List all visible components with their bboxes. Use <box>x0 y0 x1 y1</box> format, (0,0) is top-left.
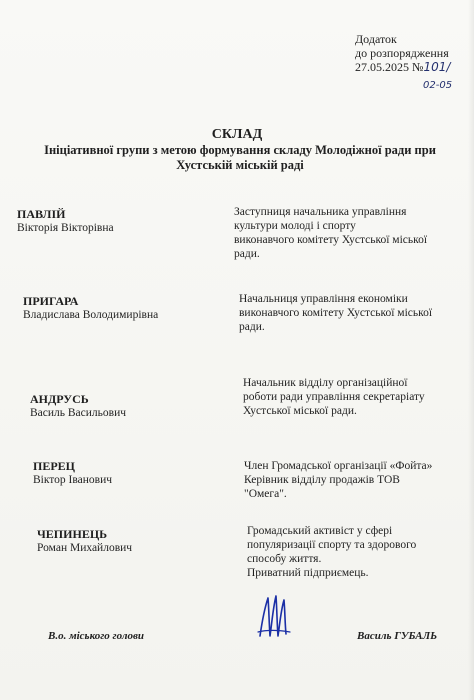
footer-signatory-name: Василь ГУБАЛЬ <box>357 630 438 642</box>
position-line: Громадський активіст у сфері <box>247 525 393 537</box>
member-position <box>234 205 464 261</box>
annex-line-2: до розпорядження <box>355 46 449 60</box>
member-surname: ПАВЛІЙ <box>17 207 66 221</box>
member-given-name: Василь Васильович <box>30 407 127 419</box>
position-line: популяризації спорту та здорового <box>247 539 417 551</box>
position-line: Заступниця начальника управління <box>234 206 407 218</box>
position-line: виконавчого комітету Хустської міської <box>234 234 428 246</box>
position-line: виконавчого комітету Хустської міської <box>239 307 433 319</box>
position-line: Член Громадської організації «Фойта» <box>244 460 433 472</box>
annex-line-1: Додаток <box>355 32 397 46</box>
member-name-block <box>37 527 132 555</box>
position-line: роботи ради управління секретаріату <box>243 391 425 403</box>
annex-date-line <box>355 60 470 74</box>
position-line: способу життя. <box>247 553 322 565</box>
member-name-block <box>30 392 126 420</box>
member-given-name: Владислава Володимирівна <box>23 309 159 321</box>
scan-edge-shadow <box>468 0 474 700</box>
member-surname: АНДРУСЬ <box>30 392 89 406</box>
position-line: Керівник відділу продажів ТОВ <box>244 474 400 486</box>
position-line: ради. <box>234 248 260 260</box>
document-subtitle <box>20 143 460 173</box>
member-position <box>244 459 474 501</box>
member-position <box>247 524 474 580</box>
footer-position-label: В.о. міського голови <box>48 630 145 642</box>
member-surname: ПРИГАРА <box>23 294 79 308</box>
member-given-name: Вікторія Вікторівна <box>17 222 114 234</box>
position-line: культури молоді і спорту <box>234 220 356 232</box>
handwritten-number: 101/ <box>423 60 451 74</box>
member-given-name: Роман Михайлович <box>37 542 133 554</box>
handwritten-suffix: 02-05 <box>423 80 453 91</box>
handwritten-signature <box>254 592 294 640</box>
member-surname: ПЕРЕЦ <box>33 459 76 473</box>
position-line: Хустської міської ради. <box>243 405 357 417</box>
member-name-block <box>33 459 112 487</box>
annex-header <box>355 32 470 74</box>
position-line: Начальниця управління економіки <box>239 293 408 305</box>
member-surname: ЧЕПИНЕЦЬ <box>37 527 108 541</box>
position-line: Приватний підприємець. <box>247 567 369 579</box>
position-line: "Омега". <box>244 488 287 500</box>
subtitle-line-2: Хустській міській раді <box>176 158 304 172</box>
member-position <box>239 292 469 334</box>
annex-date: 27.05.2025 № <box>355 60 424 74</box>
document-title: СКЛАД <box>211 127 263 142</box>
member-name-block <box>23 294 158 322</box>
position-line: Начальник відділу організаційної <box>243 377 408 389</box>
member-name-block <box>17 207 114 235</box>
member-position <box>243 376 473 418</box>
member-given-name: Віктор Іванович <box>33 474 113 486</box>
position-line: ради. <box>239 321 265 333</box>
subtitle-line-1: Ініціативної групи з метою формування складу Молодіжної ради при <box>44 143 436 157</box>
